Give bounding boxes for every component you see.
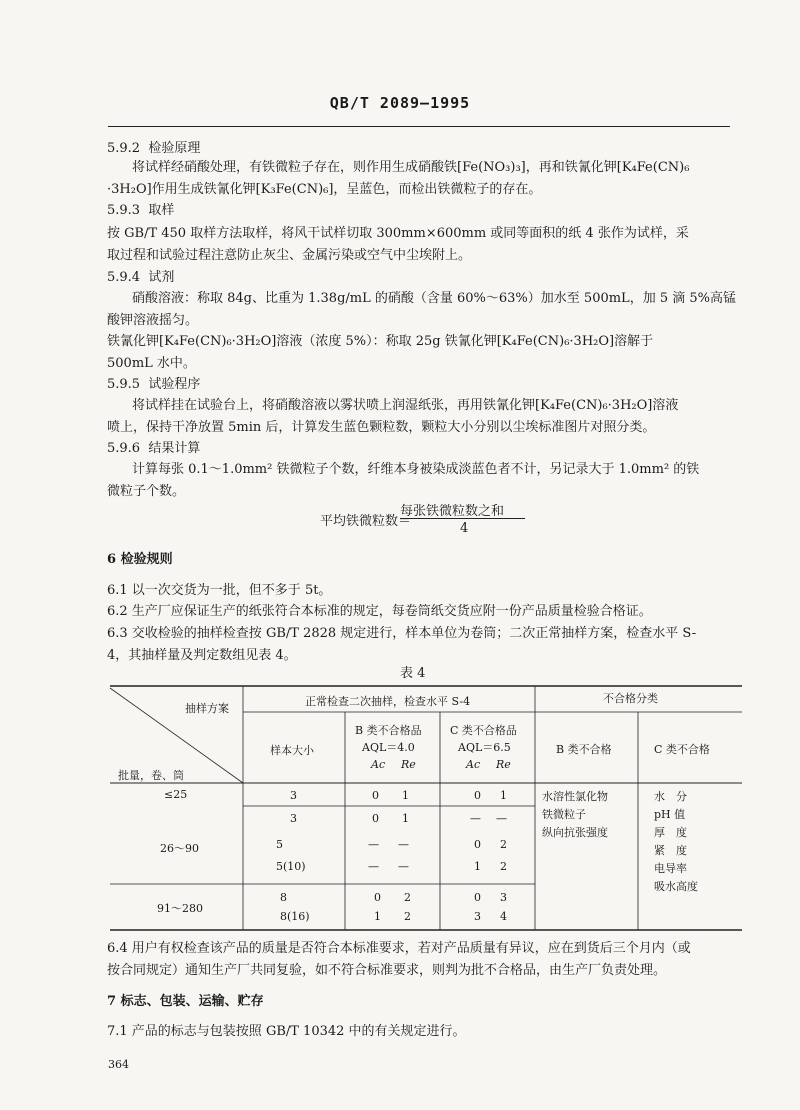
column-header-b-re: Re xyxy=(401,758,416,771)
b-re-cell: 2 xyxy=(404,891,411,904)
clause-6-4-cont: 按合同规定）通知生产厂共同复验，如不符合标准要求，则判为批不合格品，由生产厂负责处理。 xyxy=(107,963,667,978)
b-ac-cell: — xyxy=(368,860,379,873)
paragraph-line: 硝酸溶液：称取 84g、比重为 1.38g/mL 的硝酸（含量 60%～63%）加水至 500mL，加 5 滴 5%高锰 xyxy=(132,291,736,306)
section-number: 5.9.6 xyxy=(107,441,141,456)
paragraph-line: 铁氰化钾[K₄Fe(CN)₆·3H₂O]溶液（浓度 5%）：称取 25g 铁氰化钾[K₄Fe(CN)₆·3H₂O]溶解于 xyxy=(107,334,654,349)
paragraph-line: 将试样经硝酸处理，有铁微粒子存在，则作用生成硝酸铁[Fe(NO₃)₃]，再和铁氰化钾[K₄Fe(CN)₆ xyxy=(132,160,690,175)
diagonal-bottom-label: 批量，卷、筒 xyxy=(118,769,184,782)
paragraph-line: 计算每张 0.1～1.0mm² 铁微粒子个数，纤维本身被染成淡蓝色者不计，另记录大于 1.0mm² 的铁 xyxy=(132,462,700,477)
c-ac-cell: 3 xyxy=(474,910,481,923)
column-header-b-nonconformity: B 类不合格 xyxy=(556,743,612,756)
section-title: 取样 xyxy=(148,203,175,218)
group-header-sampling: 正常检查二次抽样，检查水平 S-4 xyxy=(305,695,471,708)
section-title: 试验程序 xyxy=(148,377,201,392)
b-ac-cell: 1 xyxy=(374,910,381,923)
c-re-cell: 1 xyxy=(500,789,507,802)
c-class-item: 水 分 xyxy=(654,790,687,803)
formula-lhs: 平均铁微粒数＝ xyxy=(320,514,412,529)
diagonal-top-label: 抽样方案 xyxy=(185,702,229,715)
formula-denominator: 4 xyxy=(460,521,469,536)
c-ac-cell: 0 xyxy=(474,789,481,802)
clause-6-3-cont: 4，其抽样量及判定数组见表 4。 xyxy=(107,648,297,663)
column-header-b-ac: Ac xyxy=(371,758,386,771)
lot-range-cell: ≤25 xyxy=(164,788,188,801)
paragraph-line: 微粒子个数。 xyxy=(107,484,186,499)
sample-size-cell: 8(16) xyxy=(280,910,310,923)
column-header-c-ac: Ac xyxy=(466,758,481,771)
paragraph-line: 按 GB/T 450 取样方法取样，将风干试样切取 300mm×600mm 或同等面积的纸 4 张作为试样，采 xyxy=(107,226,689,241)
b-ac-cell: 0 xyxy=(374,891,381,904)
b-ac-cell: 0 xyxy=(372,812,379,825)
column-header-c-nonconformity: C 类不合格 xyxy=(654,743,710,756)
section-6-heading: 6 检验规则 xyxy=(107,552,173,567)
b-re-cell: 1 xyxy=(402,812,409,825)
paragraph-line: ·3H₂O]作用生成铁氰化钾[K₃Fe(CN)₆]，呈蓝色，而检出铁微粒子的存在。 xyxy=(107,182,542,197)
section-number: 5.9.4 xyxy=(107,270,141,285)
formula-numerator: 每张铁微粒数之和 xyxy=(400,504,505,519)
standard-number-header: QB/T 2089—1995 xyxy=(329,94,471,112)
column-header-c-re: Re xyxy=(496,758,511,771)
section-title: 检验原理 xyxy=(148,141,201,156)
c-ac-cell: — xyxy=(470,812,481,825)
paragraph-line: 500mL 水中。 xyxy=(107,356,196,371)
c-class-item: pH 值 xyxy=(654,808,686,821)
section-title: 试剂 xyxy=(148,270,175,285)
c-class-item: 紧 度 xyxy=(654,844,687,857)
sample-size-cell: 5 xyxy=(276,838,283,851)
b-class-item: 纵向抗张强度 xyxy=(542,826,608,839)
c-ac-cell: 0 xyxy=(474,838,481,851)
paragraph-line: 取过程和试验过程注意防止灰尘、金属污染或空气中尘埃附上。 xyxy=(107,248,472,263)
paragraph-line: 将试样挂在试验台上，将硝酸溶液以雾状喷上润湿纸张，再用铁氰化钾[K₄Fe(CN)₆·3H₂O]溶液 xyxy=(132,398,679,413)
c-re-cell: — xyxy=(496,812,507,825)
paragraph-line: 酸钾溶液摇匀。 xyxy=(107,313,199,328)
c-re-cell: 2 xyxy=(500,860,507,873)
b-re-cell: 1 xyxy=(402,789,409,802)
lot-range-cell: 91～280 xyxy=(157,902,203,915)
sample-size-cell: 3 xyxy=(290,789,297,802)
c-class-item: 厚 度 xyxy=(654,826,687,839)
c-re-cell: 3 xyxy=(500,891,507,904)
page-number: 364 xyxy=(108,1058,129,1071)
column-header-c-class: C 类不合格品 xyxy=(450,724,517,737)
clause-6-3: 6.3 交收检验的抽样检查按 GB/T 2828 规定进行，样本单位为卷筒；二次正常抽样方案，检查水平 S- xyxy=(107,626,697,641)
c-re-cell: 2 xyxy=(500,838,507,851)
clause-6-1: 6.1 以一次交货为一批，但不多于 5t。 xyxy=(107,583,332,598)
b-ac-cell: 0 xyxy=(372,789,379,802)
section-number: 5.9.3 xyxy=(107,203,141,218)
c-class-item: 吸水高度 xyxy=(654,880,698,893)
c-re-cell: 4 xyxy=(500,910,507,923)
clause-6-4: 6.4 用户有权检查该产品的质量是否符合本标准要求，若对产品质量有异议，应在到货后三个月内（或 xyxy=(107,941,691,956)
section-title: 结果计算 xyxy=(148,441,201,456)
b-class-item: 铁微粒子 xyxy=(542,808,586,821)
b-re-cell: 2 xyxy=(404,910,411,923)
clause-7-1: 7.1 产品的标志与包装按照 GB/T 10342 中的有关规定进行。 xyxy=(107,1024,466,1039)
paragraph-line: 喷上，保持干净放置 5min 后，计算发生蓝色颗粒数，颗粒大小分别以尘埃标准图片对照分类。 xyxy=(107,420,656,435)
c-ac-cell: 1 xyxy=(474,860,481,873)
section-number: 5.9.2 xyxy=(107,141,141,156)
column-header-b-aql: AQL＝4.0 xyxy=(362,741,415,754)
column-header-sample-size: 样本大小 xyxy=(270,744,314,757)
c-class-item: 电导率 xyxy=(654,862,687,875)
sample-size-cell: 3 xyxy=(290,812,297,825)
b-re-cell: — xyxy=(398,860,409,873)
b-re-cell: — xyxy=(398,838,409,851)
column-header-c-aql: AQL＝6.5 xyxy=(458,741,511,754)
group-header-nonconformity: 不合格分类 xyxy=(603,692,658,705)
lot-range-cell: 26～90 xyxy=(160,842,199,855)
clause-6-2: 6.2 生产厂应保证生产的纸张符合本标准的规定，每卷筒纸交货应附一份产品质量检验合格证。 xyxy=(107,604,652,619)
sample-size-cell: 5(10) xyxy=(276,860,306,873)
c-ac-cell: 0 xyxy=(474,891,481,904)
section-number: 5.9.5 xyxy=(107,377,141,392)
table-caption: 表 4 xyxy=(400,666,426,681)
b-ac-cell: — xyxy=(368,838,379,851)
section-7-heading: 7 标志、包装、运输、贮存 xyxy=(107,994,264,1009)
sample-size-cell: 8 xyxy=(280,891,287,904)
b-class-item: 水溶性氯化物 xyxy=(542,790,608,803)
column-header-b-class: B 类不合格品 xyxy=(355,724,422,737)
